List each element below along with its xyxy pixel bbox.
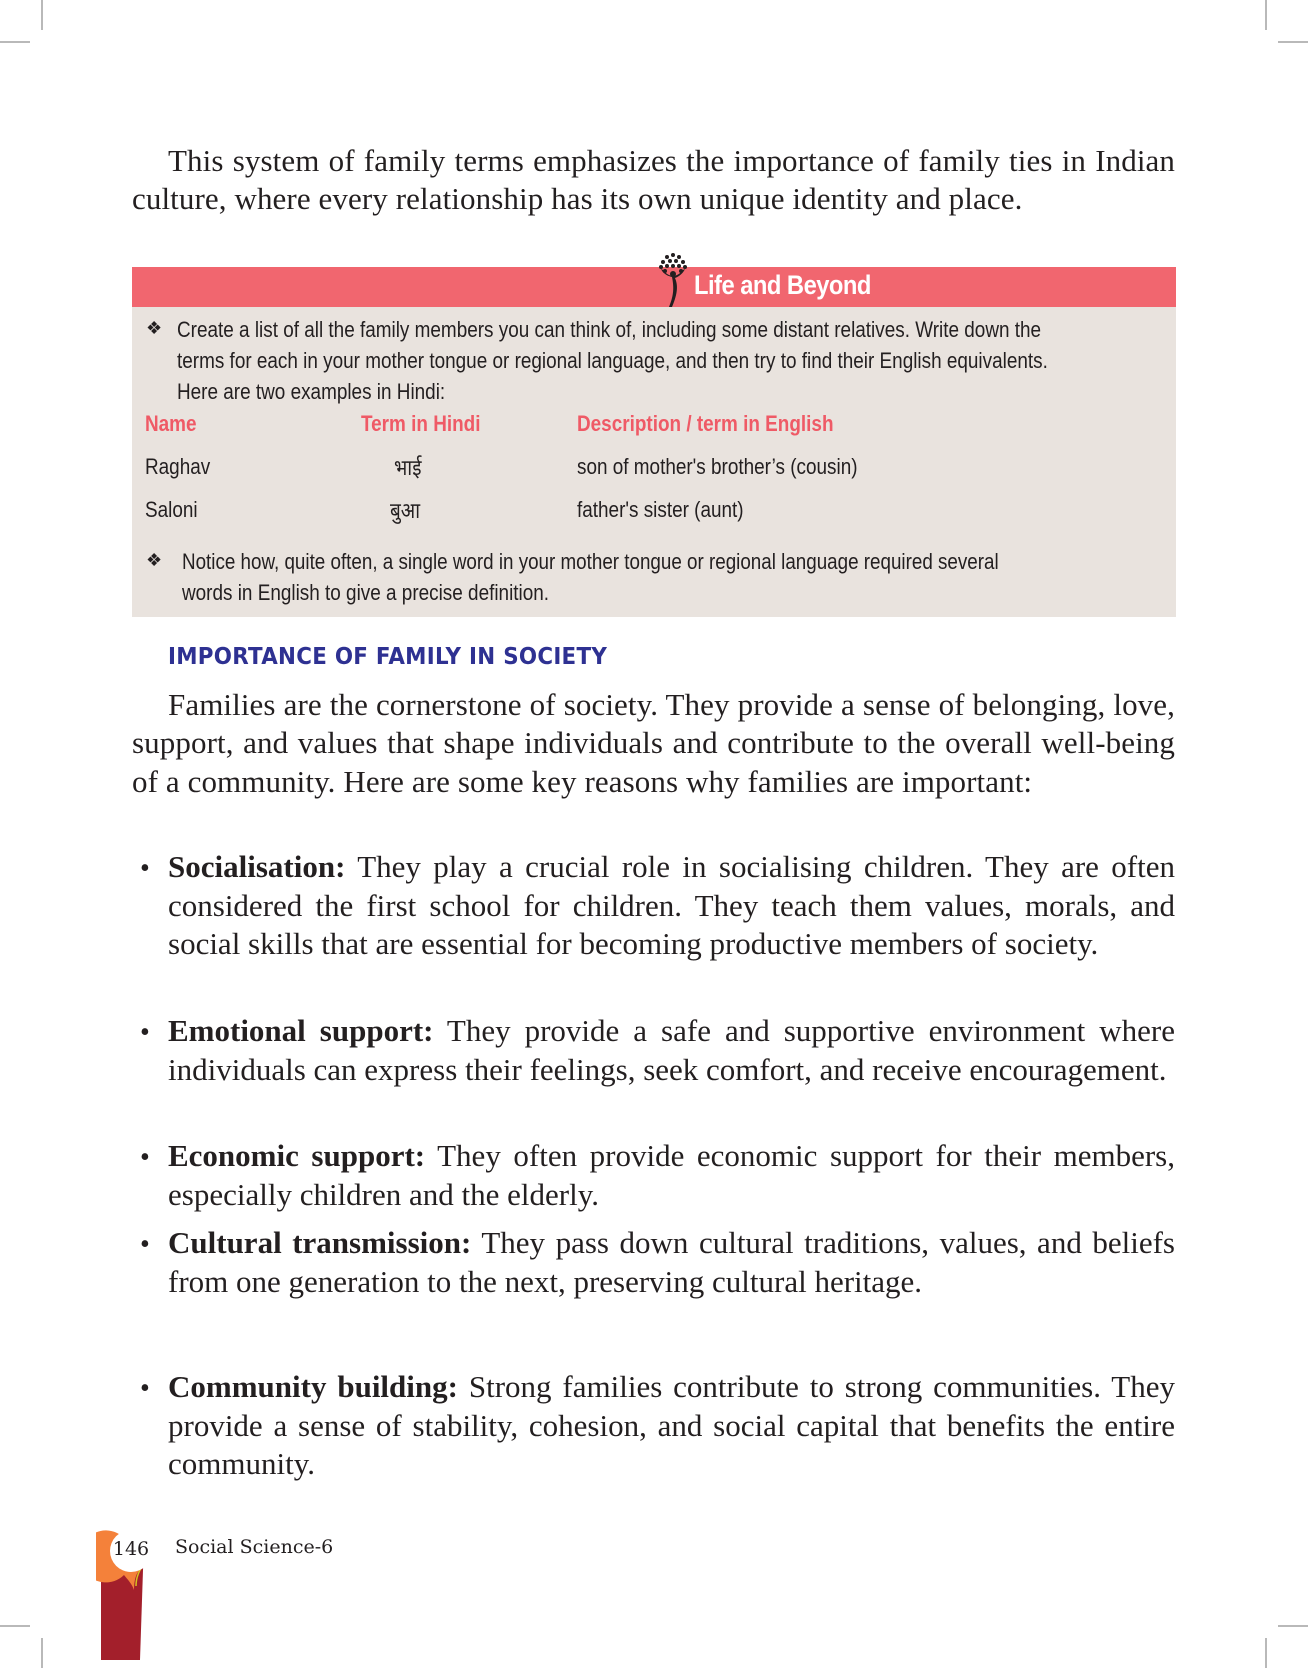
note-line: Notice how, quite often, a single word in your mother tongue or regional language required several	[182, 549, 999, 574]
table-header-name: Name	[145, 411, 197, 436]
table-cell-name: Saloni	[145, 497, 198, 522]
crop-mark	[41, 1638, 43, 1668]
diamond-bullet-icon: ❖	[146, 550, 163, 570]
table-header-term: Term in Hindi	[361, 411, 481, 436]
crop-mark	[41, 0, 43, 30]
bullet-dot-icon: •	[140, 1142, 150, 1173]
instruction-line: terms for each in your mother tongue or regional language, and then try to find their English equivalents.	[177, 348, 1048, 373]
section-heading: IMPORTANCE OF FAMILY IN SOCIETY	[168, 644, 608, 670]
bullet-socialisation: Socialisation: They play a crucial role in socialising children. They are often considered the first school for children. They teach them values, morals, and social skills that are essential for becoming productive members of society.	[168, 849, 1175, 961]
bullet-cultural-transmission: Cultural transmission: They pass down cultural traditions, values, and beliefs from one generation to the next, preserving cultural heritage.	[168, 1225, 1175, 1299]
table-cell-name: Raghav	[145, 454, 211, 479]
crop-mark	[1265, 1638, 1267, 1668]
crop-mark	[1265, 0, 1267, 30]
table-header-description: Description / term in English	[577, 411, 834, 436]
life-and-beyond-box	[132, 267, 1176, 617]
table-cell-term: भाई	[394, 455, 422, 480]
bullet-emotional-support: Emotional support: They provide a safe and supportive environment where individuals can express their feelings, seek comfort, and receive encouragement.	[168, 1013, 1175, 1087]
crop-mark	[0, 1625, 30, 1627]
crop-mark	[1278, 1625, 1308, 1627]
box-title: Life and Beyond	[694, 270, 871, 300]
page-number: 146	[112, 1538, 150, 1560]
bullet-dot-icon: •	[140, 1017, 150, 1048]
bullet-dot-icon: •	[140, 853, 150, 884]
diamond-bullet-icon: ❖	[146, 318, 163, 338]
bullet-dot-icon: •	[140, 1229, 150, 1260]
intro-paragraph: This system of family terms emphasizes the importance of family ties in Indian culture, where every relationship has its own unique identity and place.	[132, 143, 1175, 217]
crop-mark	[1278, 41, 1308, 43]
section-paragraph: Families are the cornerstone of society. They provide a sense of belonging, love, support, and values that shape individuals and contribute to the overall well-being of a community. Here are some key reasons why families are important:	[132, 687, 1175, 799]
instruction-line: Here are two examples in Hindi:	[177, 379, 446, 404]
bullet-community-building: Community building: Strong families contribute to strong communities. They provide a sense of stability, cohesion, and social capital that benefits the entire community.	[168, 1369, 1176, 1481]
table-cell-term: बुआ	[390, 498, 421, 523]
instruction-line: Create a list of all the family members you can think of, including some distant relatives. Write down the	[177, 317, 1042, 342]
tree-person-icon	[652, 249, 694, 309]
bullet-dot-icon: •	[140, 1373, 150, 1404]
note-line: words in English to give a precise definition.	[182, 580, 550, 605]
crop-mark	[0, 41, 30, 43]
bullet-economic-support: Economic support: They often provide economic support for their members, especially children and the elderly.	[168, 1138, 1175, 1212]
table-cell-description: father's sister (aunt)	[577, 497, 744, 522]
book-title: Social Science-6	[175, 1536, 334, 1558]
table-cell-description: son of mother's brother’s (cousin)	[577, 454, 858, 479]
